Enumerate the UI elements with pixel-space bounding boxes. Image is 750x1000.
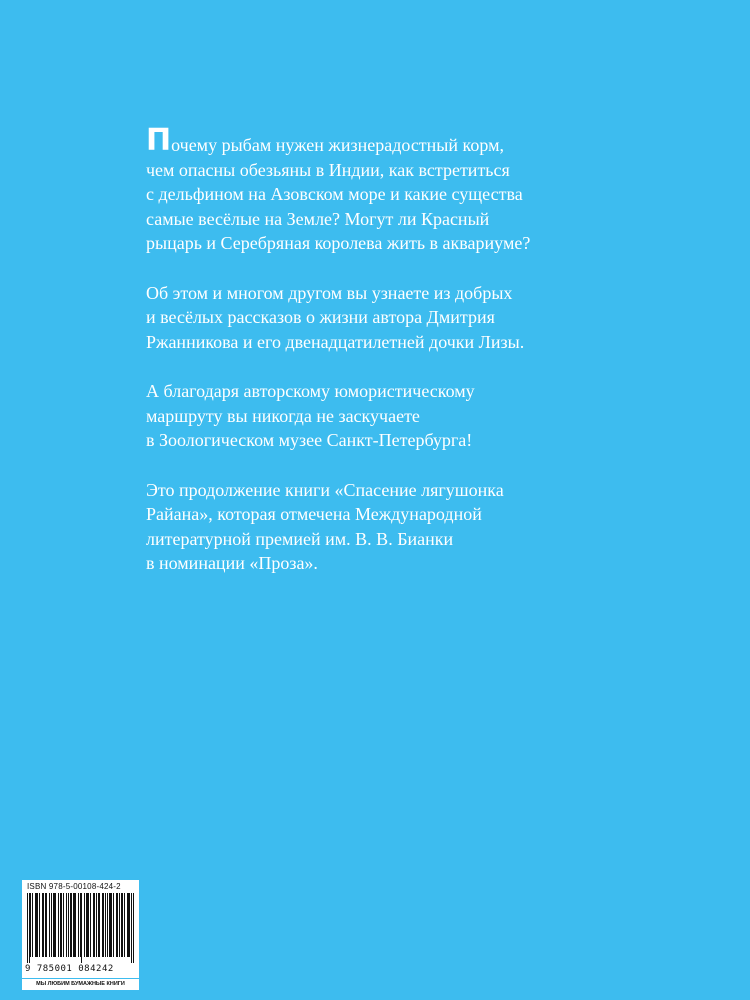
paragraph-line: с дельфином на Азовском море и какие существа xyxy=(146,184,523,204)
paragraph-line: Почему рыбам нужен жизнерадостный корм, xyxy=(146,123,504,158)
paragraph-3 xyxy=(146,379,626,453)
back-cover-text xyxy=(146,123,626,601)
drop-cap: П xyxy=(146,123,172,158)
paragraph-4 xyxy=(146,478,626,576)
paragraph-2 xyxy=(146,281,626,355)
isbn-label: ISBN 978-5-00108-424-2 xyxy=(27,882,121,891)
paragraph-line: в номинации «Проза». xyxy=(146,553,318,573)
barcode-digits: 9 785001 084242 xyxy=(25,964,114,974)
paragraph-line: литературной премией им. В. В. Бианки xyxy=(146,528,454,549)
isbn-barcode xyxy=(22,880,139,978)
barcode-icon xyxy=(26,893,135,963)
paragraph-1 xyxy=(146,123,626,256)
paragraph-line: Райана», которая отмечена Международной xyxy=(146,504,482,524)
publisher-slogan: МЫ ЛЮБИМ БУМАЖНЫЕ КНИГИ xyxy=(22,979,139,990)
paragraph-line: Об этом и многом другом вы узнаете из добрых xyxy=(146,282,513,303)
paragraph-line: рыцарь и Серебряная королева жить в аквариуме? xyxy=(146,233,531,253)
paragraph-line: Ржанникова и его двенадцатилетней дочки Лизы. xyxy=(146,331,525,352)
paragraph-line: в Зоологическом музее Санкт-Петербурга! xyxy=(146,430,473,450)
paragraph-line: маршруту вы никогда не заскучаете xyxy=(146,405,420,426)
paragraph-line: А благодаря авторскому юмористическому xyxy=(146,381,475,401)
paragraph-line: Это продолжение книги «Спасение лягушонка xyxy=(146,479,504,500)
paragraph-line: и весёлых рассказов о жизни автора Дмитрия xyxy=(146,307,495,327)
paragraph-line: чем опасны обезьяны в Индии, как встретиться xyxy=(146,159,510,180)
paragraph-line: самые весёлые на Земле? Могут ли Красный xyxy=(146,208,490,229)
